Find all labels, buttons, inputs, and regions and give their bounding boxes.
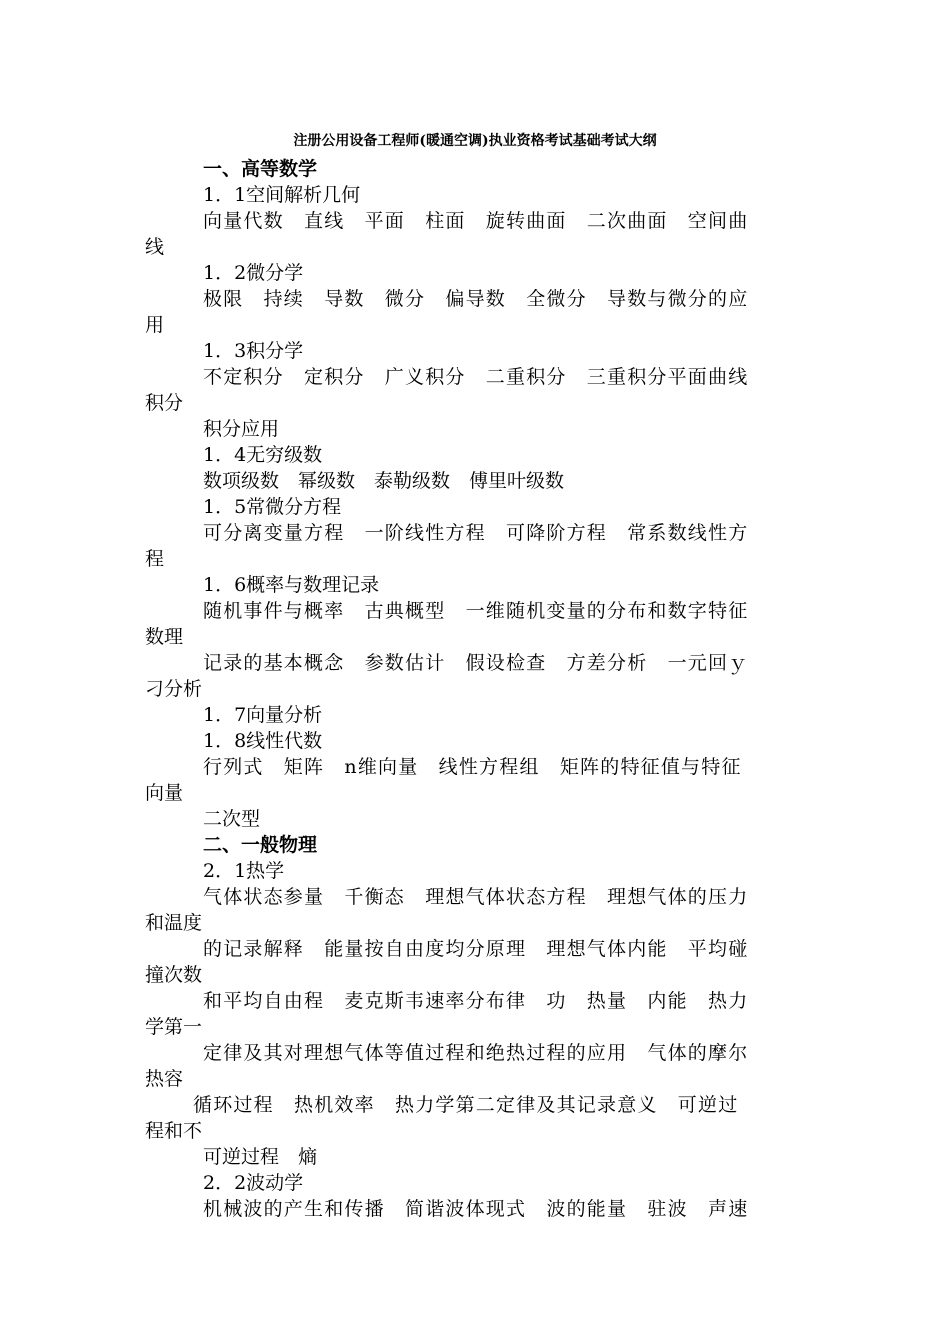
body-line: 气体状态参量 千衡态 理想气体状态方程 理想气体的压力 — [203, 886, 749, 908]
body-line-continuation: 热容 — [145, 1068, 184, 1090]
body-line-continuation: 和温度 — [145, 912, 203, 934]
subsection-heading: 1．5常微分方程 — [203, 496, 342, 518]
body-line: 极限 持续 导数 微分 偏导数 全微分 导数与微分的应 — [203, 288, 749, 310]
body-line: 和平均自由程 麦克斯韦速率分布律 功 热量 内能 热力 — [203, 990, 749, 1012]
body-line-continuation: 积分 — [145, 392, 184, 414]
body-line-continuation: 刁分析 — [145, 678, 203, 700]
body-line: 向量代数 直线 平面 柱面 旋转曲面 二次曲面 空间曲 — [203, 210, 749, 232]
subsection-heading: 1．7向量分析 — [203, 704, 323, 726]
body-line: 积分应用 — [203, 418, 280, 440]
body-line-continuation: 数理 — [145, 626, 184, 648]
body-line: 的记录解释 能量按自由度均分原理 理想气体内能 平均碰 — [203, 938, 749, 960]
subsection-heading: 1．4无穷级数 — [203, 444, 323, 466]
body-line: 循环过程 热机效率 热力学第二定律及其记录意义 可逆过 — [193, 1094, 739, 1116]
section-heading-math: 一、高等数学 — [203, 158, 318, 180]
body-line: 定律及其对理想气体等值过程和绝热过程的应用 气体的摩尔 — [203, 1042, 749, 1064]
document-title: 注册公用设备工程师(暖通空调)执业资格考试基础考试大纲 — [293, 133, 657, 149]
body-line-continuation: 线 — [145, 236, 165, 258]
subsection-heading: 1．1空间解析几何 — [203, 184, 361, 206]
body-line-continuation: 用 — [145, 314, 165, 336]
subsection-heading: 1．2微分学 — [203, 262, 304, 284]
section-heading-physics: 二、一般物理 — [203, 834, 318, 856]
body-line: 可分离变量方程 一阶线性方程 可降阶方程 常系数线性方 — [203, 522, 749, 544]
subsection-heading: 2．2波动学 — [203, 1172, 304, 1194]
subsection-heading: 1．8线性代数 — [203, 730, 323, 752]
body-line-continuation: 程 — [145, 548, 165, 570]
subsection-heading: 1．3积分学 — [203, 340, 304, 362]
body-line: 机械波的产生和传播 简谐波体现式 波的能量 驻波 声速 — [203, 1198, 749, 1220]
body-line: 记录的基本概念 参数估计 假设检查 方差分析 一元回ｙ — [203, 652, 749, 674]
subsection-heading: 1．6概率与数理记录 — [203, 574, 380, 596]
body-line-continuation: 撞次数 — [145, 964, 203, 986]
body-line: 不定积分 定积分 广义积分 二重积分 三重积分平面曲线 — [203, 366, 749, 388]
body-line: 数项级数 幂级数 泰勒级数 傅里叶级数 — [203, 470, 565, 492]
body-line-continuation: 向量 — [145, 782, 184, 804]
subsection-heading: 2．1热学 — [203, 860, 285, 882]
body-line-continuation: 程和不 — [145, 1120, 203, 1142]
body-line: 行列式 矩阵 n维向量 线性方程组 矩阵的特征值与特征 — [203, 756, 742, 778]
body-line: 随机事件与概率 古典概型 一维随机变量的分布和数字特征 — [203, 600, 749, 622]
body-line: 可逆过程 熵 — [203, 1146, 318, 1168]
body-line-continuation: 学第一 — [145, 1016, 203, 1038]
document-body — [145, 156, 807, 1222]
body-line: 二次型 — [203, 808, 261, 830]
